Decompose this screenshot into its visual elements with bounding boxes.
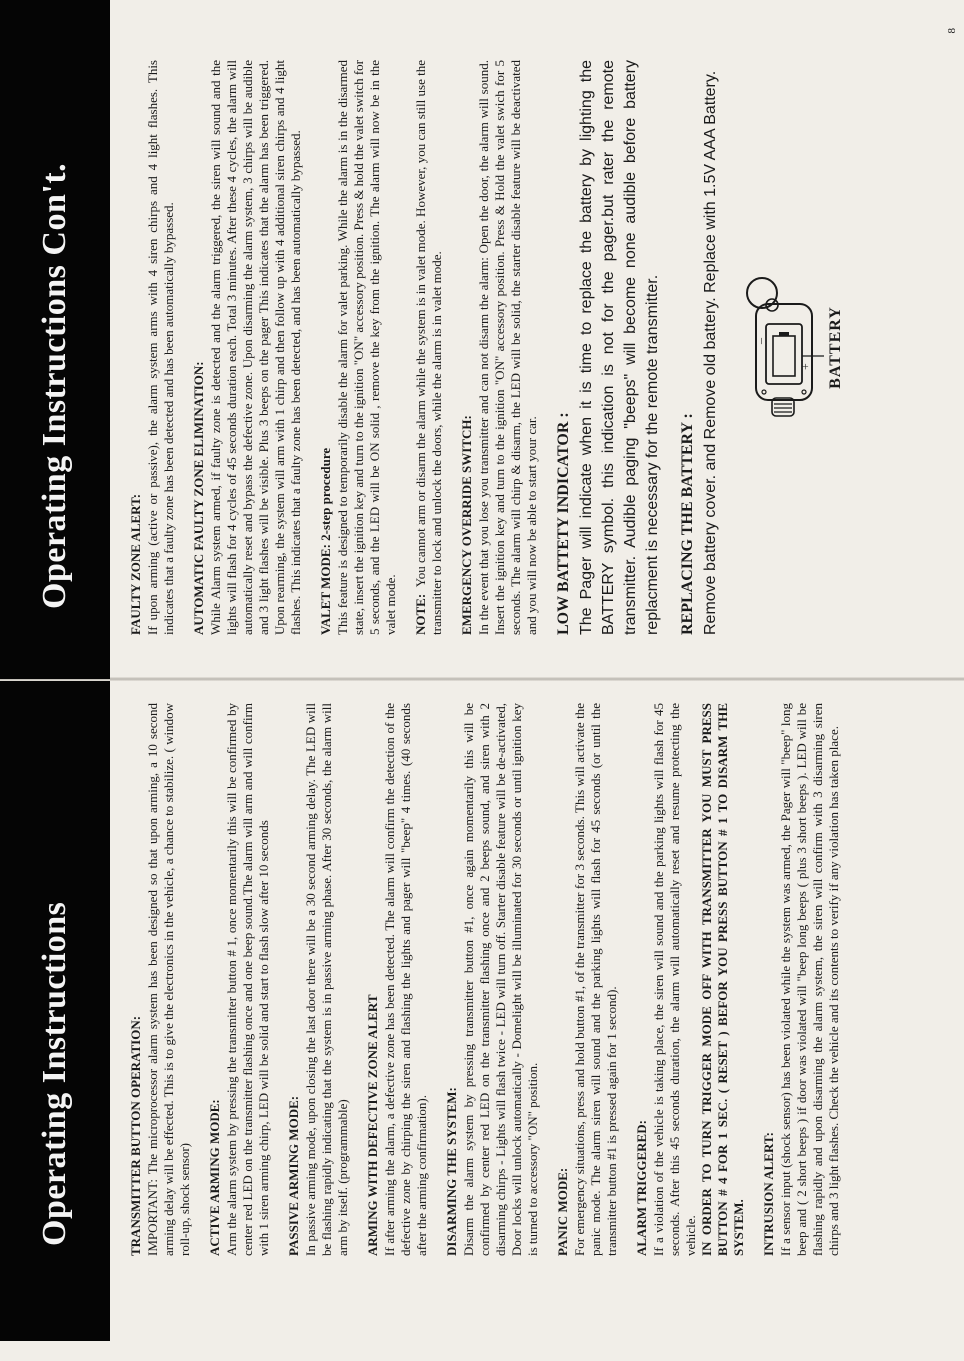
note-paragraph — [413, 60, 445, 635]
section-text: If upon arming (active or passive), the alarm system arms with 4 siren chirps and 4 light flashes. This indicates that a faulty zone has been detected and has been automatically bypassed. — [145, 60, 176, 635]
section-heading: PASSIVE ARMING MODE: — [286, 1095, 301, 1256]
note-text: You cannot arm or disarm the alarm while the system is in valet mode. However, you can still use the transmitter to lock and unlock the doors, while the alarm is in valet mode. — [413, 59, 444, 635]
battery-minus-label: – — [753, 338, 767, 345]
section-text: While Alarm system armed, if faulty zone is detected and the alarm triggered, the siren will sound and the lights will flash for 4 cycles of 45 seconds duration each. Total 3 minutes. After these 4 cycles, the alarm will automatically reset and bypass the defective zone. Upon disarming the alarm system, 3 chirps will be audible and 3 light flashes will be visible. Plus 3 beeps on the pager This indicates that the alarm has been triggered. Upon rearming, the system will arm with 1 chirp and then follow up with 4 additional siren chirps and 4 light flashes. This indicates that a faulty zone has been detected, and has been automatically bypassed. — [208, 60, 303, 635]
section-text: This feature is designed to temporarily disable the alarm for valet parking. While the alarm is in the disarmed state, insert the ignition key and turn to the ignition "ON" accessory position. Press & hold the valet switch for 5 seconds, and the LED will be ON solid , remove the key from the ignition. The alarm will now be in the valet mode. — [335, 60, 398, 635]
battery-label: BATTERY — [827, 306, 844, 389]
page-number: 8 — [946, 28, 958, 34]
section-heading: AUTOMATIC FAULTY ZONE ELIMINATION: — [191, 361, 206, 635]
section-arming-defective-zone — [365, 703, 430, 1256]
page-title-continued: Operating Instructions Con't. — [0, 0, 110, 679]
battery-diagram — [736, 60, 844, 635]
section-note — [413, 60, 445, 635]
section-active-arming-mode — [207, 703, 272, 1256]
section-text: If a violation of the vehicle is taking place, the siren will sound and the parking lights will flash for 45 seconds. After this 45 seconds duration, the alarm will automatically reset and resume protecting the vehicle. — [651, 703, 698, 1256]
section-faulty-zone-alert — [128, 60, 177, 635]
section-passive-arming-mode — [286, 703, 351, 1256]
section-text: In the event that you lose you transmitter and can not disarm the alarm: Open the door, the alarm will sound. Insert the ignition key and turn to the ignition "ON" accessory position. Press & Hold the valet swich for 5 seconds. The alarm will chirp & disarm, the LED will be solid, the starter disable feature will be deactivated and you will now be able to start your car. — [476, 60, 539, 635]
section-heading: LOW BATTETY INDICATOR : — [555, 412, 572, 635]
section-text: If after arming the alarm, a defective zone has been detected. The alarm will confirm the detection of the defective zone by chirping the siren and flashing the lights and pager will "beep" 4 times. (40 seconds after the arming confirmation). — [382, 703, 429, 1256]
section-text: For emergency situations, press and hold button #1, of the transmitter for 3 seconds. This will activate the panic mode. The alarm siren will sound and the parking lights will flash for 45 seconds (or until the transmitter button #1 is pressed again for 1 second). — [572, 703, 619, 1256]
instructions-body-continued — [128, 60, 944, 635]
section-heading: PANIC MODE: — [555, 1167, 570, 1256]
note-label: NOTE: — [413, 593, 428, 635]
section-text: Arm the alarm system by pressing the transmitter button # 1, once momentarily this will be confirmed by center red LED on the transmitter flashing once and one beep sound.The alarm will arm and will confirm with 1 siren arming chirp, LED will be solid and start to flash slow after 10 seconds — [224, 703, 271, 1256]
section-heading: VALET MODE: 2-step procedure — [318, 447, 333, 635]
panel-operating-instructions — [0, 679, 964, 1361]
section-low-battery-indicator — [554, 60, 664, 635]
battery-plus-label: + — [798, 363, 812, 371]
section-heading: DISARMING THE SYSTEM: — [444, 1087, 459, 1256]
section-intrusion-alert — [761, 703, 842, 1256]
section-replacing-the-battery — [678, 60, 722, 635]
section-transmitter-button-operation — [128, 703, 193, 1256]
section-alarm-triggered — [634, 703, 747, 1256]
section-automatic-faulty-zone-elimination — [191, 60, 304, 635]
section-heading: ARMING WITH DEFECTIVE ZONE ALERT — [365, 994, 380, 1256]
instructions-body — [128, 703, 944, 1256]
section-emergency-override-switch — [459, 60, 540, 635]
section-heading: TRANSMITTER BUTTON OPERATION: — [128, 1015, 143, 1256]
transmitter-battery-icon — [736, 273, 826, 423]
page-title: Operating Instructions — [0, 679, 110, 1341]
section-heading: ALARM TRIGGERED: — [634, 1120, 649, 1256]
section-heading: REPLACING THE BATTERY : — [679, 413, 696, 635]
section-text: If a sensor input (shock sensor) has been violated while the system was armed, the Pager will "beep" long beep and ( 2 short beeps ) if door was violated will "beep long beeps ( plus 3 short beeps ). LED will be flashing rapidly and upon disarming the alarm system, the siren will confirm with 3 disarming siren chirps and 3 light flashes. Check the vehicle and its contents to verify if any violation has taken place. — [778, 703, 841, 1256]
section-heading: FAULTY ZONE ALERT: — [128, 493, 143, 635]
section-emphasis: IN ORDER TO TURN TRIGGER MODE OFF WITH TRANSMITTER YOU MUST PRESS BUTTON # 4 FOR 1 SEC. ( RESET ) BEFOR YOU PRESS BUTTON # 1 TO DISARM THE SYSTEM. — [699, 703, 746, 1256]
section-text: Disarm the alarm system by pressing transmitter button #1, once again momentarily this will be confirmed by center red LED on the transmitter flashing once and 2 beeps sound, and siren with 2 disarming chirps - Lights will flash twice - LED will turn off. Starter disable feature will be de-activated, Door locks will unlock automatically - Domelight will be illuminated for 30 seconds or until ignition key is turned to accessory "ON" position. — [461, 703, 540, 1256]
section-panic-mode — [555, 703, 620, 1256]
section-text: IMPORTANT: The microprocessor alarm system has been designed so that upon arming, a 10 second arming delay will be effected. This is to give the electronics in the vehicle, a chance to stabilize. ( window roll-up, shock sensor) — [145, 703, 192, 1256]
section-heading: INTRUSION ALERT: — [761, 1132, 776, 1256]
section-text: The Pager will indicate when it is time to replace the battery by lighting the BATTERY symbol. this indication is not for the pager.but rater the remote transmitter. Audible paging "beeps" will become none audible before battery replacment is necessary for the remote transmitter. — [578, 60, 661, 635]
panel-operating-instructions-cont — [0, 0, 964, 679]
section-valet-mode — [318, 60, 399, 635]
section-text: In passive arming mode, upon closing the last door there will be a 30 second arming delay. The LED will be flashing rapidly indicating that the system is in passive arming phase. After 30 seconds, the alarm will arm by itself. (programmable) — [303, 703, 350, 1256]
section-text: Remove battery cover. and Remove old battery. Replace with 1.5V AAA Battery. — [702, 70, 719, 635]
section-heading: ACTIVE ARMING MODE: — [207, 1099, 222, 1256]
section-disarming-the-system — [444, 703, 541, 1256]
section-heading: EMERGENCY OVERRIDE SWITCH: — [459, 415, 474, 635]
